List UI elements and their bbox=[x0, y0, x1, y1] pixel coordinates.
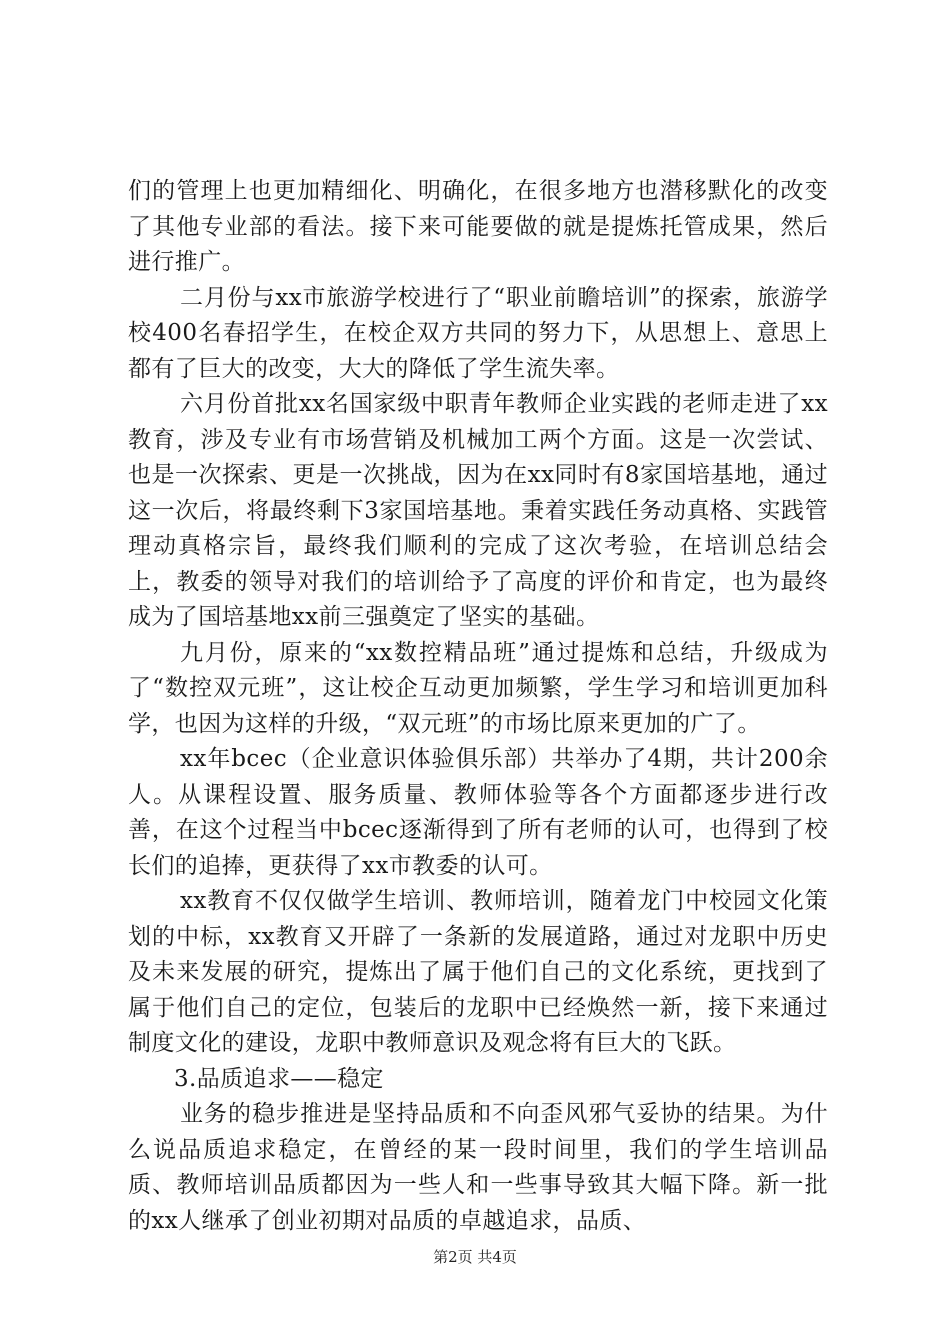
paragraph-february: 二月份与xx市旅游学校进行了“职业前瞻培训”的探索，旅游学校400名春招学生，在校企双方共同的努力下，从思想上、意思上都有了巨大的改变，大大的降低了学生流失率。 bbox=[128, 284, 828, 382]
paragraph-september: 九月份，原来的“xx数控精品班”通过提炼和总结，升级成为了“数控双元班”，这让校企互动更加频繁，学生学习和培训更加科学，也因为这样的升级，“双元班”的市场比原来更加的广了。 bbox=[128, 639, 828, 737]
paragraph-june: 六月份首批xx名国家级中职青年教师企业实践的老师走进了xx教育，涉及专业有市场营销及机械加工两个方面。这是一次尝试、也是一次探索、更是一次挑战，因为在xx同时有8家国培基地，通过这一次后，将最终剩下3家国培基地。秉着实践任务动真格、实践管理动真格宗旨，最终我们顺利的完成了这次考验，在培训总结会上，教委的领导对我们的培训给予了高度的评价和肯定，也为最终成为了国培基地xx前三强奠定了坚实的基础。 bbox=[128, 391, 828, 630]
page-footer: 第2页 共4页 bbox=[433, 1248, 517, 1266]
paragraph-quality: 业务的稳步推进是坚持品质和不向歪风邪气妥协的结果。为什么说品质追求稳定，在曾经的某一段时间里，我们的学生培训品质、教师培训品质都因为一些人和一些事导致其大幅下降。新一批的xx人继承了创业初期对品质的卓越追求，品质、 bbox=[128, 1101, 828, 1234]
paragraph-continuation: 们的管理上也更加精细化、明确化，在很多地方也潜移默化的改变了其他专业部的看法。接下来可能要做的就是提炼托管成果，然后进行推广。 bbox=[128, 178, 828, 275]
section-heading: 3.品质追求——稳定 bbox=[174, 1065, 384, 1092]
paragraph-bcec: xx年bcec（企业意识体验俱乐部）共举办了4期，共计200余人。从课程设置、服务质量、教师体验等各个方面都逐步进行改善，在这个过程当中bcec逐渐得到了所有老师的认可，也得到了校长们的追捧，更获得了xx市教委的认可。 bbox=[128, 746, 828, 879]
paragraph-culture: xx教育不仅仅做学生培训、教师培训，随着龙门中校园文化策划的中标，xx教育又开辟了一条新的发展道路，通过对龙职中历史及未来发展的研究，提炼出了属于他们自己的文化系统，更找到了属于他们自己的定位，包装后的龙职中已经焕然一新，接下来通过制度文化的建设，龙职中教师意识及观念将有巨大的飞跃。 bbox=[128, 888, 828, 1056]
document-body bbox=[128, 174, 828, 1239]
